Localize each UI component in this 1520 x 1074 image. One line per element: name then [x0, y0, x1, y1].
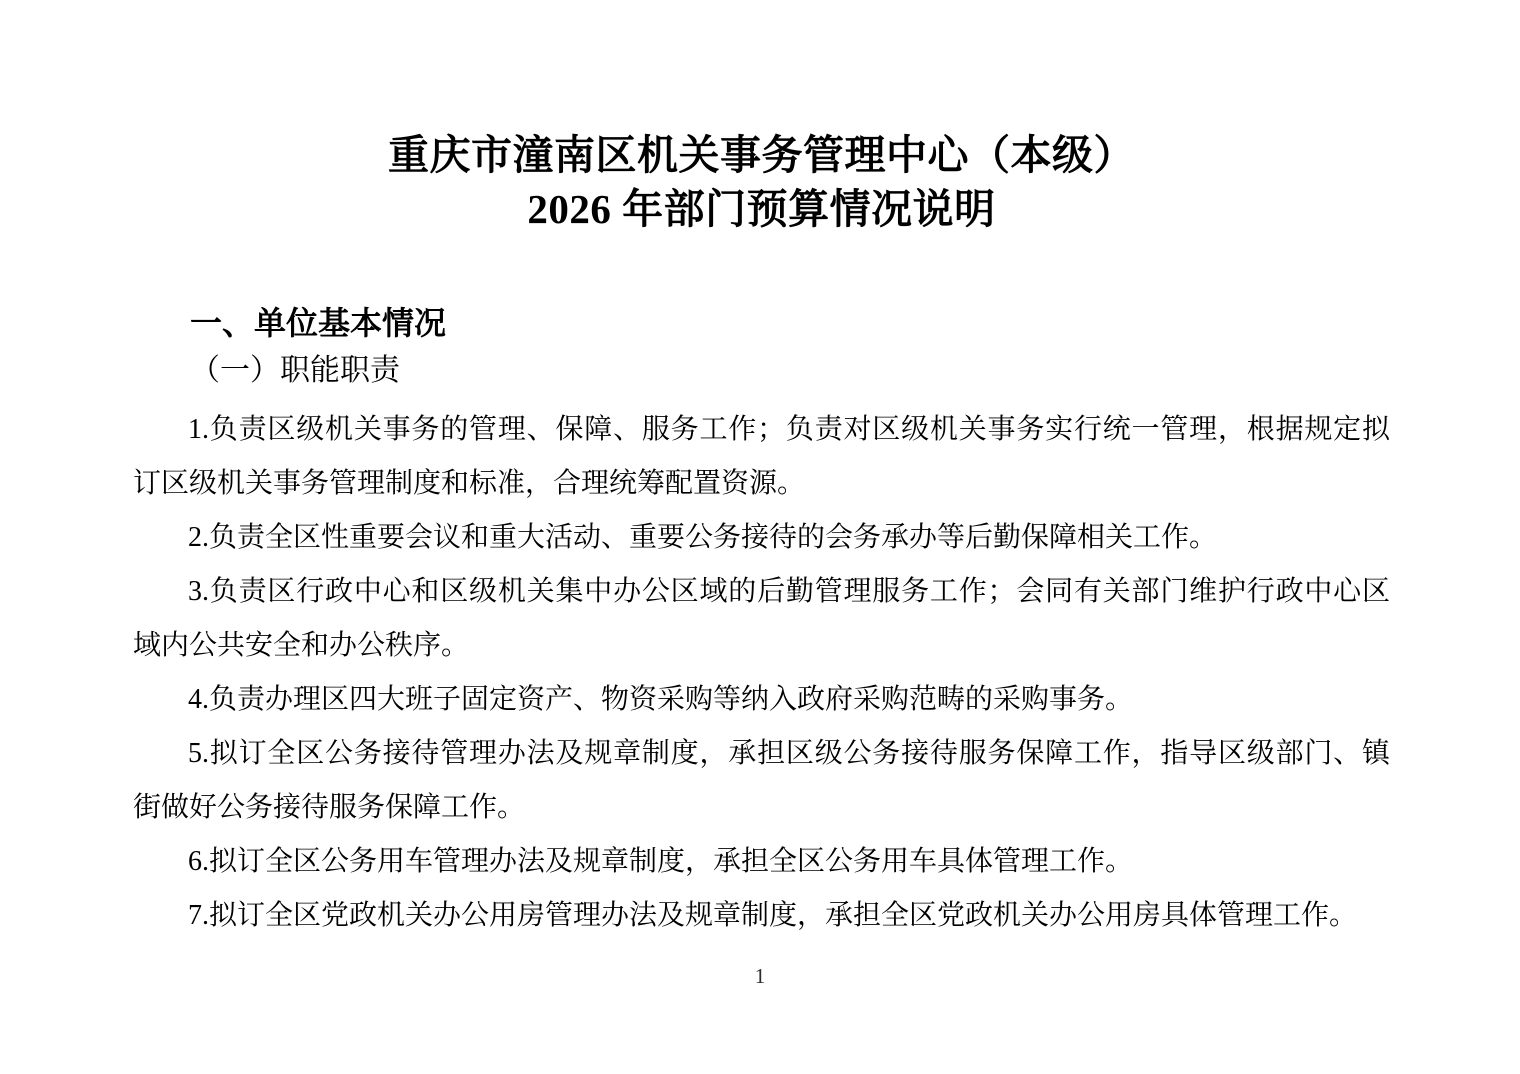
duty-paragraph-2: [133, 511, 1390, 565]
paragraph-line: 街做好公务接待服务保障工作。: [133, 792, 526, 823]
paragraph-line: 域内公共安全和办公秩序。: [133, 630, 470, 661]
paragraph-line: 1.负责区级机关事务的管理、保障、服务工作；负责对区级机关事务实行统一管理，根据规定拟: [188, 414, 1390, 445]
paragraph-line: 6.拟订全区公务用车管理办法及规章制度，承担全区公务用车具体管理工作。: [188, 846, 1134, 877]
paragraph-line: 4.负责办理区四大班子固定资产、物资采购等纳入政府采购范畴的采购事务。: [188, 684, 1134, 715]
section-heading-unit-basic-info: 一、单位基本情况: [190, 305, 447, 341]
document-title-line-1: 重庆市潼南区机关事务管理中心（本级）: [388, 132, 1135, 178]
document-title: [133, 128, 1390, 236]
duty-paragraph-5: [133, 727, 1390, 835]
duty-paragraph-1: [133, 403, 1390, 511]
duty-paragraph-6: [133, 835, 1390, 889]
paragraph-line: 2.负责全区性重要会议和重大活动、重要公务接待的会务承办等后勤保障相关工作。: [188, 522, 1218, 553]
duty-paragraph-7: [133, 889, 1390, 943]
paragraph-line: 7.拟订全区党政机关办公用房管理办法及规章制度，承担全区党政机关办公用房具体管理工作。: [188, 900, 1358, 931]
paragraph-line: 订区级机关事务管理制度和标准，合理统筹配置资源。: [133, 468, 806, 499]
paragraph-line: 3.负责区行政中心和区级机关集中办公区域的后勤管理服务工作；会同有关部门维护行政中心区: [188, 576, 1390, 607]
duty-paragraph-4: [133, 673, 1390, 727]
subsection-heading-duties: （一）职能职责: [190, 354, 400, 387]
body-text: [133, 403, 1390, 943]
duty-paragraph-3: [133, 565, 1390, 673]
paragraph-line: 5.拟订全区公务接待管理办法及规章制度，承担区级公务接待服务保障工作，指导区级部门、镇: [188, 738, 1390, 769]
document-title-line-2: 2026 年部门预算情况说明: [527, 186, 996, 232]
page-number: 1: [754, 964, 766, 988]
